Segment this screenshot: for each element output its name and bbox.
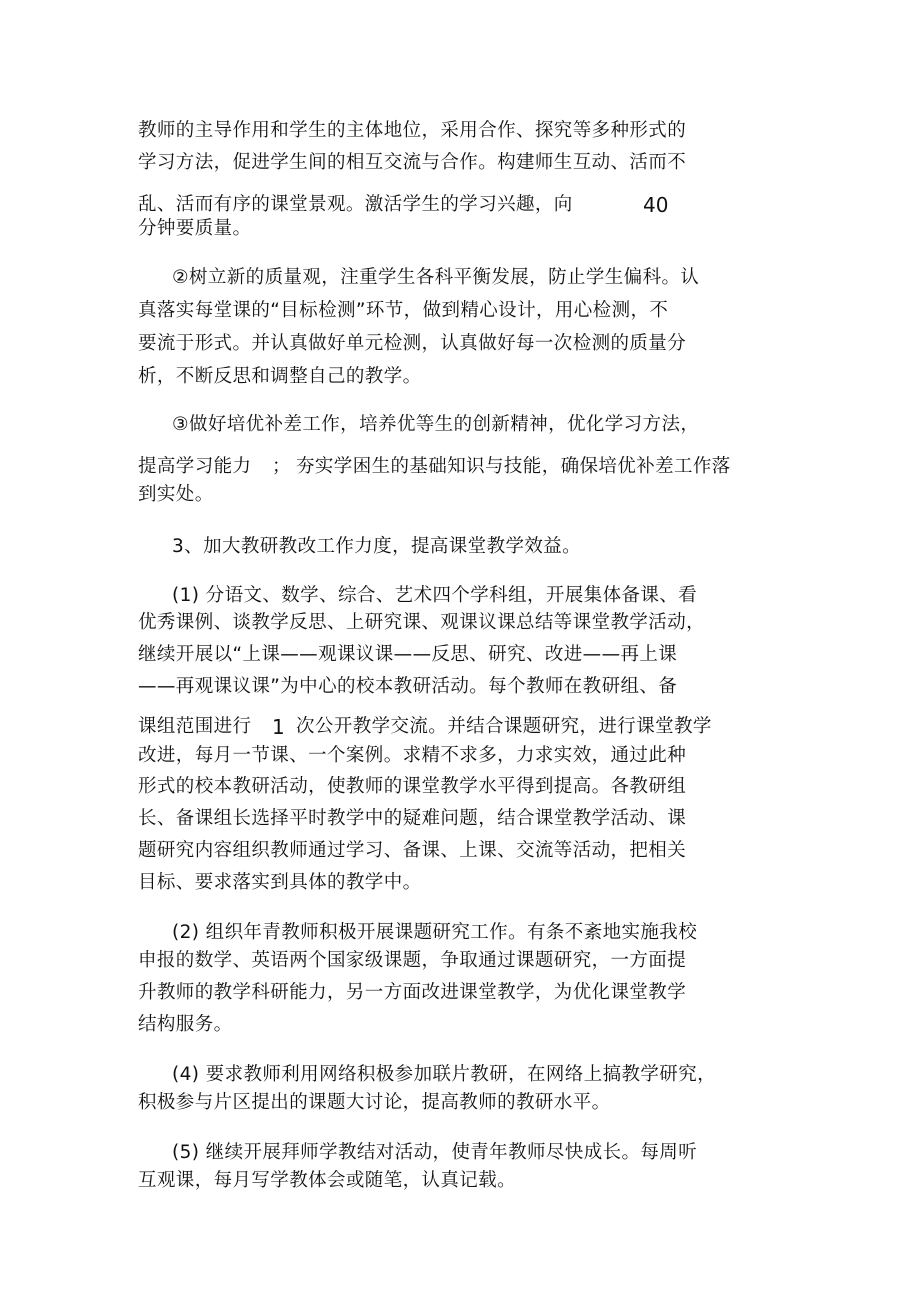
p4-line-4: ——再观课议课”为中心的校本教研活动。每个教师在教研组、备	[138, 676, 678, 697]
p4-line-3: 继续开展以“上课——观课议课——反思、研究、改进——再上课	[138, 644, 678, 665]
p7-line-1: (5) 继续开展拜师学教结对活动，使青年教师尽快成长。每周听	[172, 1142, 698, 1163]
p1-line-1: 教师的主导作用和学生的主体地位，采用合作、探究等多种形式的	[138, 120, 687, 141]
p7-line-2: 互观课，每月写学教体会或随笔，认真记载。	[138, 1170, 517, 1191]
p1-line-3: 乱、活而有序的课堂景观。激活学生的学习兴趣，向	[138, 194, 573, 215]
p2-line-3: 要流于形式。并认真做好单元检测，认真做好每一次检测的质量分	[138, 333, 687, 354]
p5-line-2: 申报的数学、英语两个国家级课题，争取通过课题研究，一方面提	[138, 950, 687, 971]
p5-line-3: 升教师的教学科研能力，另一方面改进课堂教学，为优化课堂教学	[138, 982, 687, 1003]
p4-line-6: 改进，每月一节课、一个案例。求精不求多，力求实效，通过此种	[138, 745, 687, 766]
section-heading-3: 3、加大教研教改工作力度，提高课堂教学效益。	[172, 536, 582, 557]
p4-line-1: (1) 分语文、数学、综合、艺术四个学科组，开展集体备课、看	[172, 585, 698, 606]
p4-line-7: 形式的校本教研活动，使教师的课堂教学水平得到提高。各教研组	[138, 776, 687, 797]
p2-line-2: 真落实每堂课的“目标检测”环节，做到精心设计，用心检测，不	[138, 300, 669, 321]
p4-line-8: 长、备课组长选择平时教学中的疑难问题，结合课堂教学活动、课	[138, 808, 687, 829]
p4-line-10: 目标、要求落实到具体的教学中。	[138, 872, 422, 893]
p5-line-4: 结构服务。	[138, 1014, 233, 1035]
p3-line-1: ③做好培优补差工作，培养优等生的创新精神，优化学习方法，	[172, 414, 700, 435]
p6-line-1: (4) 要求教师利用网络积极参加联片教研，在网络上搞教学研究，	[172, 1064, 716, 1085]
p4-line-9: 题研究内容组织教师通过学习、备课、上课、交流等活动，把相关	[138, 840, 687, 861]
p2-line-1: ②树立新的质量观，注重学生各科平衡发展，防止学生偏科。认	[172, 267, 700, 288]
p4-number-1: 1	[272, 715, 285, 739]
p3-line-3: 到实处。	[138, 484, 214, 505]
p3-line-2-separator: ；	[272, 456, 291, 477]
p3-line-2a: 提高学习能力	[138, 456, 252, 477]
p1-line-2: 学习方法，促进学生间的相互交流与合作。构建师生互动、活而不	[138, 152, 687, 173]
p4-line-2: 优秀课例、谈教学反思、上研究课、观课议课总结等课堂教学活动，	[138, 612, 706, 633]
p5-line-1: (2) 组织年青教师积极开展课题研究工作。有条不紊地实施我校	[172, 922, 698, 943]
p3-line-2b: 夯实学困生的基础知识与技能，确保培优补差工作落	[296, 456, 731, 477]
p4-line-5a: 课组范围进行	[138, 716, 252, 737]
p1-number-40: 40	[643, 193, 669, 217]
p2-line-4: 析，不断反思和调整自己的教学。	[138, 366, 422, 387]
p4-line-5b: 次公开教学交流。并结合课题研究，进行课堂教学	[296, 716, 712, 737]
p6-line-2: 积极参与片区提出的课题大讨论，提高教师的教研水平。	[138, 1092, 611, 1113]
p1-line-4: 分钟要质量。	[138, 218, 252, 239]
